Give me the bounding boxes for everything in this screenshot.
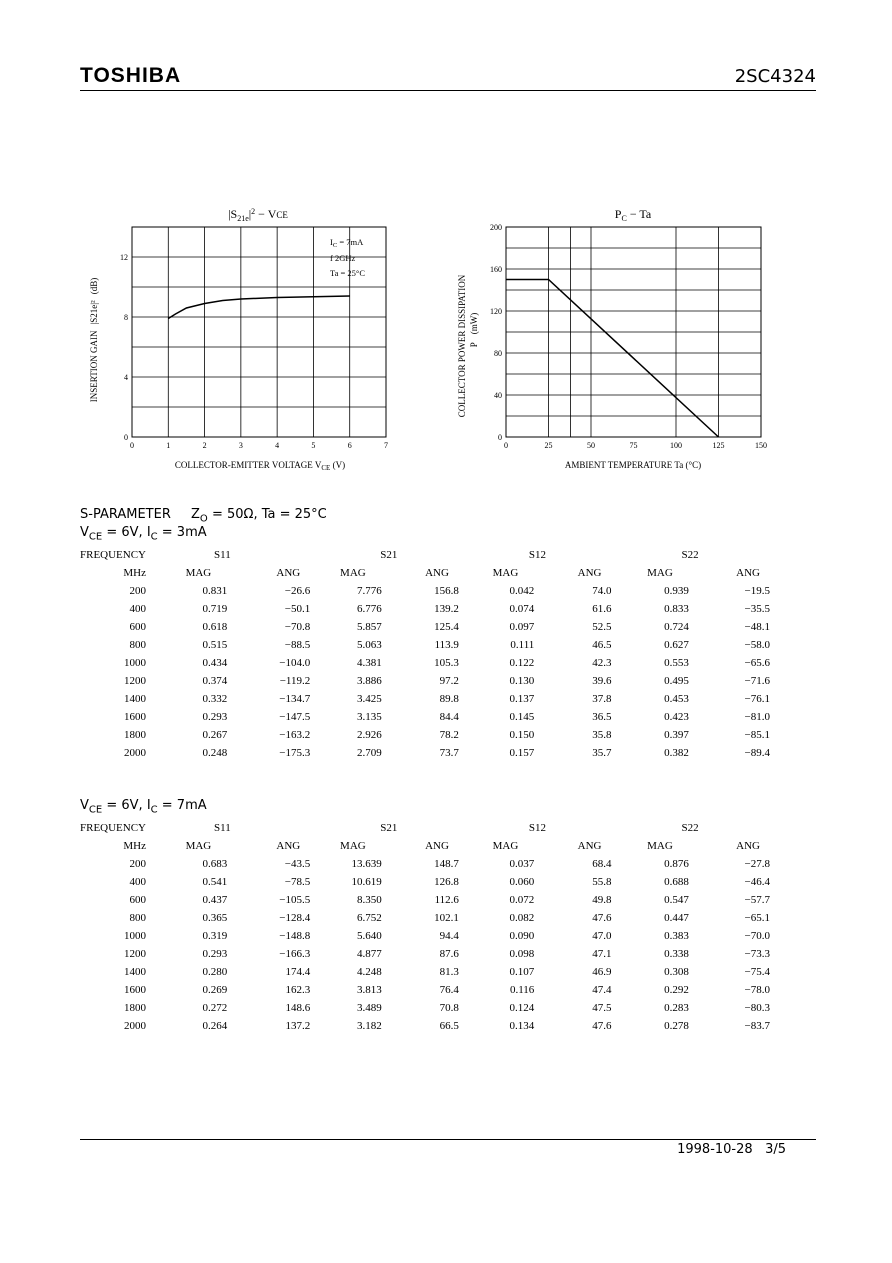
table-cell: 1800 xyxy=(124,729,147,741)
x-tick-label: 125 xyxy=(712,441,725,450)
table-cell: −57.7 xyxy=(744,894,770,906)
table-row xyxy=(80,654,770,672)
table-cell: 0.495 xyxy=(664,675,689,687)
gain-curve xyxy=(168,296,349,319)
table-cell: 0.515 xyxy=(202,639,228,651)
table-row xyxy=(80,726,770,744)
col-subheader: MAG xyxy=(340,567,366,579)
table-cell: 0.072 xyxy=(509,894,535,906)
table-cell: 0.434 xyxy=(202,657,228,669)
y-tick-labels xyxy=(120,253,128,442)
table-row xyxy=(80,744,770,762)
col-group-header: S22 xyxy=(681,549,699,561)
table-cell: 7.776 xyxy=(356,585,382,597)
table-cell: −128.4 xyxy=(279,912,311,924)
table-cell: 0.319 xyxy=(202,930,228,942)
table-cell: −78.5 xyxy=(284,876,311,888)
y-tick-labels xyxy=(490,223,502,442)
table-cell: 94.4 xyxy=(439,930,459,942)
table-cell: 0.437 xyxy=(202,894,228,906)
table-cell: 0.124 xyxy=(509,1002,535,1014)
plot-grid xyxy=(506,227,761,437)
col-group-header: S12 xyxy=(528,822,547,834)
y-tick-label: 0 xyxy=(498,433,502,442)
table-cell: 0.332 xyxy=(202,693,228,705)
table-row xyxy=(80,582,770,600)
y-tick-label: 40 xyxy=(494,391,502,400)
table-cell: 0.292 xyxy=(664,984,689,996)
sparam-title: S-PARAMETER xyxy=(80,507,171,522)
table-cell: −70.8 xyxy=(284,621,311,633)
table-cell: 0.107 xyxy=(509,966,535,978)
table-cell: 46.5 xyxy=(592,639,612,651)
table-row xyxy=(80,963,770,981)
x-tick-label: 3 xyxy=(238,441,243,450)
table-cell: 1800 xyxy=(124,1002,147,1014)
table-cell: 0.683 xyxy=(202,858,228,870)
y-axis-label: INSERTION GAIN|S21e|²(dB) xyxy=(89,277,99,403)
table-cell: 0.719 xyxy=(202,603,228,615)
table-cell: 400 xyxy=(129,603,147,615)
table-cell: 0.122 xyxy=(509,657,535,669)
table-cell: 0.280 xyxy=(202,966,228,978)
table-cell: −105.5 xyxy=(279,894,311,906)
sparam-table-7ma xyxy=(80,819,770,1035)
table-cell: 137.2 xyxy=(285,1020,311,1032)
table-cell: −71.6 xyxy=(744,675,770,687)
x-tick-label: 25 xyxy=(544,441,553,450)
table-cell: 600 xyxy=(129,621,147,633)
table-cell: 0.293 xyxy=(202,948,228,960)
table-cell: 61.6 xyxy=(592,603,612,615)
table-cell: 0.338 xyxy=(664,948,689,960)
col-subheader: MAG xyxy=(647,567,673,579)
table-cell: 0.547 xyxy=(664,894,689,906)
chart-pc-vs-ta xyxy=(455,200,785,480)
table-cell: 3.135 xyxy=(356,711,382,723)
table-cell: −58.0 xyxy=(744,639,770,651)
table-cell: 2000 xyxy=(124,1020,147,1032)
x-tick-label: 0 xyxy=(504,441,508,450)
table-cell: −148.8 xyxy=(279,930,311,942)
col-subheader: MAG xyxy=(340,840,366,852)
col-subheader: MHz xyxy=(123,567,147,579)
x-tick-label: 4 xyxy=(275,441,280,450)
table-cell: 3.425 xyxy=(356,693,382,705)
table-cell: 0.248 xyxy=(202,747,228,759)
x-tick-label: 50 xyxy=(587,441,595,450)
svg-text:IC = 7mA: $I_C = 7mA$ xyxy=(330,237,364,249)
table-cell: −78.0 xyxy=(744,984,770,996)
table-cell: −46.4 xyxy=(744,876,770,888)
col-group-header: S11 xyxy=(214,549,231,561)
table-cell: 8.350 xyxy=(356,894,382,906)
x-tick-label: 5 xyxy=(311,441,316,450)
table-cell: 47.6 xyxy=(592,912,612,924)
chart-title: $P_C - Ta$ xyxy=(614,207,652,223)
col-frequency: FREQUENCY xyxy=(80,822,147,834)
brand-logo: TOSHIBA xyxy=(80,64,182,87)
y-tick-label: 4 xyxy=(124,373,128,382)
table-cell: 1600 xyxy=(124,984,147,996)
table-cell: 600 xyxy=(129,894,147,906)
table-row xyxy=(80,672,770,690)
table-cell: 1200 xyxy=(124,675,147,687)
derating-curve xyxy=(506,280,719,438)
table-cell: 200 xyxy=(129,585,147,597)
table-cell: 35.8 xyxy=(592,729,612,741)
x-axis-label: AMBIENT TEMPERATURE Ta (°C) xyxy=(564,460,702,470)
table-cell: 47.5 xyxy=(592,1002,612,1014)
col-subheader: MHz xyxy=(123,840,147,852)
table-cell: 0.553 xyxy=(664,657,689,669)
table-cell: 0.831 xyxy=(202,585,228,597)
table-row xyxy=(80,855,770,873)
table-row xyxy=(80,927,770,945)
table-cell: −19.5 xyxy=(744,585,770,597)
table-cell: 3.886 xyxy=(356,675,382,687)
table-cell: 89.8 xyxy=(439,693,459,705)
table-cell: 0.423 xyxy=(664,711,689,723)
svg-text:f 2GHz: f 2GHz xyxy=(330,253,356,263)
table-cell: 102.1 xyxy=(434,912,459,924)
footer-page: 3/5 xyxy=(765,1142,786,1157)
col-subheader: ANG xyxy=(577,840,602,852)
table-cell: 0.074 xyxy=(509,603,535,615)
table-cell: 0.090 xyxy=(509,930,535,942)
table-cell: 113.9 xyxy=(434,639,459,651)
y-axis-label: COLLECTOR POWER DISSIPATION xyxy=(457,274,467,418)
table-row xyxy=(80,708,770,726)
table-cell: 148.7 xyxy=(434,858,459,870)
table-cell: 0.627 xyxy=(664,639,689,651)
table-cell: 105.3 xyxy=(434,657,459,669)
table-cell: 174.4 xyxy=(285,966,311,978)
table-cell: 0.098 xyxy=(509,948,535,960)
table-cell: 4.248 xyxy=(356,966,382,978)
y-tick-label: 8 xyxy=(124,313,128,322)
x-tick-label: 6 xyxy=(347,441,352,450)
table-cell: −80.3 xyxy=(744,1002,770,1014)
sparam-conditions: = 50Ω, Ta = 25°C xyxy=(211,507,327,522)
y-tick-label: 12 xyxy=(120,253,128,262)
table-cell: −147.5 xyxy=(279,711,311,723)
table-cell: 139.2 xyxy=(434,603,459,615)
table-cell: 49.8 xyxy=(592,894,612,906)
table-cell: 35.7 xyxy=(592,747,612,759)
table-cell: −85.1 xyxy=(744,729,770,741)
table-cell: −27.8 xyxy=(744,858,770,870)
table-cell: 70.8 xyxy=(439,1002,459,1014)
x-tick-labels xyxy=(504,441,767,450)
table-cell: 97.2 xyxy=(439,675,459,687)
table-cell: 800 xyxy=(129,639,147,651)
chart-title: $|S_{21e}|^2$ − VCE xyxy=(228,207,288,223)
col-subheader: ANG xyxy=(425,840,449,852)
table-cell: 66.5 xyxy=(439,1020,459,1032)
table-cell: 4.381 xyxy=(356,657,382,669)
table-cell: 2000 xyxy=(124,747,147,759)
table-cell: 73.7 xyxy=(439,747,459,759)
table-row xyxy=(80,891,770,909)
table-cell: −76.1 xyxy=(744,693,770,705)
table-cell: 0.042 xyxy=(509,585,535,597)
table-cell: 2.709 xyxy=(356,747,382,759)
table-row xyxy=(80,1017,770,1035)
table-cell: 0.724 xyxy=(664,621,689,633)
table-cell: 1200 xyxy=(124,948,147,960)
table-cell: 162.3 xyxy=(285,984,311,996)
table-cell: 78.2 xyxy=(439,729,459,741)
table-row xyxy=(80,873,770,891)
table-cell: 1400 xyxy=(124,693,147,705)
table-cell: −88.5 xyxy=(284,639,311,651)
table-cell: −26.6 xyxy=(284,585,311,597)
col-group-header: S11 xyxy=(214,822,231,834)
table-cell: 0.269 xyxy=(202,984,228,996)
table-cell: 0.116 xyxy=(509,984,535,996)
table-cell: 5.640 xyxy=(356,930,382,942)
table-cell: 47.6 xyxy=(592,1020,612,1032)
chart-s21-vs-vce xyxy=(80,200,410,480)
table-cell: 47.0 xyxy=(592,930,612,942)
col-group-header: S22 xyxy=(681,822,699,834)
col-subheader: MAG xyxy=(492,840,519,852)
table-cell: 126.8 xyxy=(434,876,459,888)
x-tick-label: 75 xyxy=(629,441,638,450)
table-cell: 87.6 xyxy=(439,948,459,960)
y-tick-label: 80 xyxy=(494,349,502,358)
table-cell: 47.4 xyxy=(592,984,612,996)
col-subheader: MAG xyxy=(185,567,212,579)
table-cell: 74.0 xyxy=(592,585,612,597)
table-cell: 13.639 xyxy=(351,858,382,870)
table-cell: 0.137 xyxy=(509,693,535,705)
header-rule xyxy=(80,90,816,91)
table-cell: 0.293 xyxy=(202,711,228,723)
col-subheader: ANG xyxy=(736,567,760,579)
table-cell: −119.2 xyxy=(279,675,311,687)
table-cell: −75.4 xyxy=(744,966,770,978)
table-cell: 6.776 xyxy=(356,603,382,615)
table-cell: 0.082 xyxy=(509,912,535,924)
col-frequency: FREQUENCY xyxy=(80,549,147,561)
table-row xyxy=(80,600,770,618)
table-cell: 0.939 xyxy=(664,585,689,597)
footer xyxy=(677,1142,786,1157)
table-cell: 36.5 xyxy=(592,711,612,723)
table-cell: −43.5 xyxy=(284,858,311,870)
table-cell: 0.876 xyxy=(664,858,689,870)
x-tick-label: 7 xyxy=(384,441,388,450)
table-cell: 0.618 xyxy=(202,621,228,633)
table-cell: 3.489 xyxy=(356,1002,382,1014)
table-cell: −35.5 xyxy=(744,603,770,615)
table-cell: 1400 xyxy=(124,966,147,978)
x-tick-labels xyxy=(130,441,388,450)
col-subheader: MAG xyxy=(492,567,519,579)
table-row xyxy=(80,945,770,963)
col-subheader: ANG xyxy=(276,567,301,579)
x-axis-label: COLLECTOR-EMITTER VOLTAGE $V_{CE}$ (V) xyxy=(174,460,346,472)
col-subheader: MAG xyxy=(185,840,212,852)
table-cell: 0.157 xyxy=(509,747,535,759)
table-cell: 0.382 xyxy=(664,747,689,759)
table-cell: 0.097 xyxy=(509,621,535,633)
table2-condition: $V_{CE} = 6V$, $I_C = 7mA$ xyxy=(80,798,207,816)
table-cell: 37.8 xyxy=(592,693,612,705)
table-cell: 81.3 xyxy=(439,966,459,978)
table-cell: 0.037 xyxy=(509,858,535,870)
table-row xyxy=(80,999,770,1017)
table-cell: −166.3 xyxy=(279,948,311,960)
table-cell: 0.383 xyxy=(664,930,689,942)
x-tick-label: 150 xyxy=(755,441,767,450)
table-cell: 0.272 xyxy=(202,1002,228,1014)
table-cell: 42.3 xyxy=(592,657,612,669)
table-cell: 1600 xyxy=(124,711,147,723)
y-tick-label: 160 xyxy=(490,265,502,274)
table-cell: 84.4 xyxy=(439,711,459,723)
col-group-header: S12 xyxy=(528,549,547,561)
table-cell: 800 xyxy=(129,912,147,924)
table-cell: 6.752 xyxy=(356,912,382,924)
table-cell: −175.3 xyxy=(279,747,311,759)
table-cell: 0.278 xyxy=(664,1020,689,1032)
table-cell: 0.130 xyxy=(509,675,535,687)
table-cell: −83.7 xyxy=(744,1020,770,1032)
table-cell: −65.1 xyxy=(744,912,770,924)
col-group-header: S21 xyxy=(380,549,398,561)
table-cell: −65.6 xyxy=(744,657,770,669)
table-cell: 0.283 xyxy=(664,1002,689,1014)
table-cell: 2.926 xyxy=(356,729,382,741)
table-cell: 46.9 xyxy=(592,966,612,978)
sparam-heading: S-PARAMETER $Z_O = 50\Omega$, Ta = 25°C xyxy=(80,507,327,525)
table-cell: 200 xyxy=(129,858,147,870)
table-cell: 0.541 xyxy=(202,876,228,888)
x-tick-label: 0 xyxy=(130,441,134,450)
table-cell: 3.813 xyxy=(356,984,382,996)
sparam-table-3ma xyxy=(80,546,770,762)
table-cell: 1000 xyxy=(124,657,147,669)
table-cell: 400 xyxy=(129,876,147,888)
table-cell: 0.267 xyxy=(202,729,228,741)
table-cell: −89.4 xyxy=(744,747,770,759)
table-cell: 5.857 xyxy=(356,621,382,633)
table-cell: 0.397 xyxy=(664,729,689,741)
table-cell: 0.145 xyxy=(509,711,535,723)
col-subheader: ANG xyxy=(425,567,449,579)
table-cell: 52.5 xyxy=(592,621,612,633)
table-row xyxy=(80,909,770,927)
col-subheader: ANG xyxy=(276,840,301,852)
table-cell: −50.1 xyxy=(284,603,311,615)
table-cell: 148.6 xyxy=(285,1002,311,1014)
table-cell: −104.0 xyxy=(279,657,311,669)
table-row xyxy=(80,618,770,636)
table-cell: 0.447 xyxy=(664,912,689,924)
y-tick-label: 120 xyxy=(490,307,502,316)
table-cell: 0.365 xyxy=(202,912,228,924)
table-cell: 5.063 xyxy=(356,639,382,651)
table-cell: 0.134 xyxy=(509,1020,535,1032)
table-cell: −81.0 xyxy=(744,711,770,723)
table-cell: 39.6 xyxy=(592,675,612,687)
table-cell: 47.1 xyxy=(592,948,612,960)
col-subheader: ANG xyxy=(577,567,602,579)
table-cell: 3.182 xyxy=(356,1020,382,1032)
table-cell: 0.833 xyxy=(664,603,689,615)
table-cell: 0.264 xyxy=(202,1020,228,1032)
table-cell: −48.1 xyxy=(744,621,770,633)
table-cell: 68.4 xyxy=(592,858,612,870)
y-axis-unit: P(mW) xyxy=(469,312,479,348)
table-cell: 4.877 xyxy=(356,948,382,960)
table-row xyxy=(80,636,770,654)
x-tick-label: 2 xyxy=(202,441,207,450)
table-cell: 156.8 xyxy=(434,585,459,597)
part-number: 2SC4324 xyxy=(734,66,816,87)
table1-condition: $V_{CE} = 6V$, $I_C = 3mA$ xyxy=(80,525,207,543)
table-cell: 0.374 xyxy=(202,675,228,687)
table-cell: −73.3 xyxy=(744,948,770,960)
table-cell: 1000 xyxy=(124,930,147,942)
table-cell: 55.8 xyxy=(592,876,612,888)
table-cell: −163.2 xyxy=(279,729,311,741)
svg-text:Ta = 25°C: Ta = 25°C xyxy=(330,268,365,278)
table-cell: 0.688 xyxy=(664,876,689,888)
footer-rule xyxy=(80,1139,816,1140)
table-cell: −70.0 xyxy=(744,930,770,942)
table-cell: 76.4 xyxy=(439,984,459,996)
table-cell: 112.6 xyxy=(434,894,459,906)
table-cell: 0.308 xyxy=(664,966,689,978)
table-cell: 0.150 xyxy=(509,729,535,741)
table-cell: 0.453 xyxy=(664,693,689,705)
table-cell: 0.111 xyxy=(510,639,535,651)
y-tick-label: 200 xyxy=(490,223,502,232)
x-tick-label: 1 xyxy=(166,441,171,450)
footer-date: 1998-10-28 xyxy=(677,1142,753,1157)
col-subheader: MAG xyxy=(647,840,673,852)
y-tick-label: 0 xyxy=(124,433,128,442)
col-subheader: ANG xyxy=(736,840,760,852)
table-cell: 10.619 xyxy=(351,876,382,888)
table-row xyxy=(80,981,770,999)
table-cell: 125.4 xyxy=(434,621,459,633)
table-cell: 0.060 xyxy=(509,876,535,888)
table-row xyxy=(80,690,770,708)
table-cell: −134.7 xyxy=(279,693,311,705)
x-tick-label: 100 xyxy=(670,441,682,450)
col-group-header: S21 xyxy=(380,822,398,834)
chart-annotation xyxy=(330,237,365,278)
